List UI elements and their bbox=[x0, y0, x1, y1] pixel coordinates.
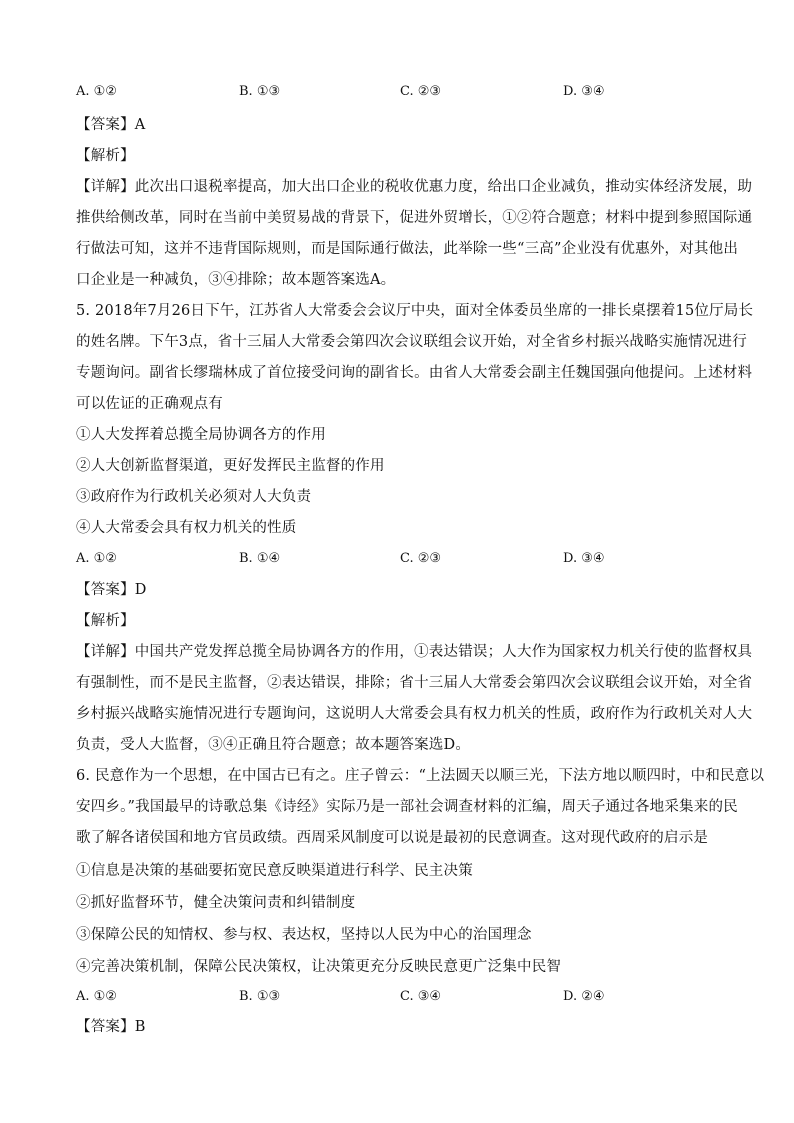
q4-option-a: A. ①② bbox=[76, 84, 117, 99]
q5-option-b: B. ①④ bbox=[239, 551, 281, 566]
q5-statement-2: ②人大创新监督渠道，更好发挥民主监督的作用 bbox=[76, 458, 385, 474]
q4-options bbox=[76, 82, 726, 102]
q6-option-c: C. ③④ bbox=[400, 989, 442, 1004]
q4-option-b: B. ①③ bbox=[239, 84, 281, 99]
q5-option-a: A. ①② bbox=[76, 551, 117, 566]
q5-stem-line-2: 的姓名牌。下午3点，省十三届人大常委会第四次会议联组会议开始，对全省乡村振兴战略实施情况进行 bbox=[76, 334, 747, 350]
q6-stem-line-1: 6. 民意作为一个思想，在中国古已有之。庄子曾云：“上法圆天以顺三光，下法方地以顺四时，中和民意以 bbox=[76, 768, 765, 784]
q6-stem-line-2: 安四乡。”我国最早的诗歌总集《诗经》实际乃是一部社会调查材料的汇编，周天子通过各地采集来的民 bbox=[76, 799, 738, 815]
q5-stem-line-3: 专题询问。副省长缪瑞林成了首位接受问询的副省长。由省人大常委会副主任魏国强向他提问。上述材料 bbox=[76, 365, 753, 381]
q6-option-b: B. ①③ bbox=[239, 989, 281, 1004]
q5-option-c: C. ②③ bbox=[400, 551, 442, 566]
q5-option-d: D. ③④ bbox=[563, 551, 605, 566]
q5-statement-1: ①人大发挥着总揽全局协调各方的作用 bbox=[76, 427, 326, 443]
q6-options bbox=[76, 987, 726, 1007]
q4-detail-line-1: 【详解】此次出口退税率提高，加大出口企业的税收优惠力度，给出口企业减负，推动实体经济发展，助 bbox=[76, 179, 753, 195]
q4-option-c: C. ②③ bbox=[400, 84, 442, 99]
q4-analysis-heading: 【解析】 bbox=[76, 148, 135, 164]
q6-statement-3: ③保障公民的知情权、参与权、表达权，坚持以人民为中心的治国理念 bbox=[76, 927, 532, 943]
q5-analysis-heading: 【解析】 bbox=[76, 613, 135, 629]
q5-statement-3: ③政府作为行政机关必须对人大负责 bbox=[76, 489, 312, 505]
q4-detail-line-3: 行做法可知，这并不违背国际规则，而是国际通行做法，此举除一些“三高”企业没有优惠外，对其他出 bbox=[76, 241, 739, 257]
q5-stem-line-4: 可以佐证的正确观点有 bbox=[76, 396, 223, 412]
q6-statement-4: ④完善决策机制，保障公民决策权，让决策更充分反映民意更广泛集中民智 bbox=[76, 959, 562, 975]
q5-detail-line-4: 负责，受人大监督，③④正确且符合题意；故本题答案选D。 bbox=[76, 737, 471, 753]
q5-stem-line-1: 5. 2018年7月26日下午，江苏省人大常委会会议厅中央，面对全体委员坐席的一排长桌摆着15位厅局长 bbox=[76, 303, 754, 319]
q6-statement-2: ②抓好监督环节，健全决策问责和纠错制度 bbox=[76, 895, 356, 911]
q6-option-d: D. ②④ bbox=[563, 989, 605, 1004]
q6-option-a: A. ①② bbox=[76, 989, 117, 1004]
q4-detail-line-4: 口企业是一种减负，③④排除；故本题答案选A。 bbox=[76, 272, 396, 288]
q5-answer: 【答案】D bbox=[76, 582, 147, 598]
q6-statement-1: ①信息是决策的基础要拓宽民意反映渠道进行科学、民主决策 bbox=[76, 863, 473, 879]
q5-detail-line-2: 有强制性，而不是民主监督，②表达错误，排除；省十三届人大常委会第四次会议联组会议开始，对全省 bbox=[76, 675, 753, 691]
q5-options bbox=[76, 549, 726, 569]
q5-detail-line-1: 【详解】中国共产党发挥总揽全局协调各方的作用，①表达错误；人大作为国家权力机关行使的监督权具 bbox=[76, 644, 753, 660]
q4-answer: 【答案】A bbox=[76, 117, 146, 133]
q6-stem-line-3: 歌了解各诸侯国和地方官员政绩。西周采风制度可以说是最初的民意调查。这对现代政府的启示是 bbox=[76, 830, 709, 846]
q6-answer: 【答案】B bbox=[76, 1019, 146, 1035]
q4-detail-line-2: 推供给侧改革，同时在当前中美贸易战的背景下，促进外贸增长，①②符合题意；材料中提到参照国际通 bbox=[76, 210, 753, 226]
q5-detail-line-3: 乡村振兴战略实施情况进行专题询问，这说明人大常委会具有权力机关的性质，政府作为行政机关对人大 bbox=[76, 706, 753, 722]
q4-option-d: D. ③④ bbox=[563, 84, 605, 99]
q5-statement-4: ④人大常委会具有权力机关的性质 bbox=[76, 520, 297, 536]
